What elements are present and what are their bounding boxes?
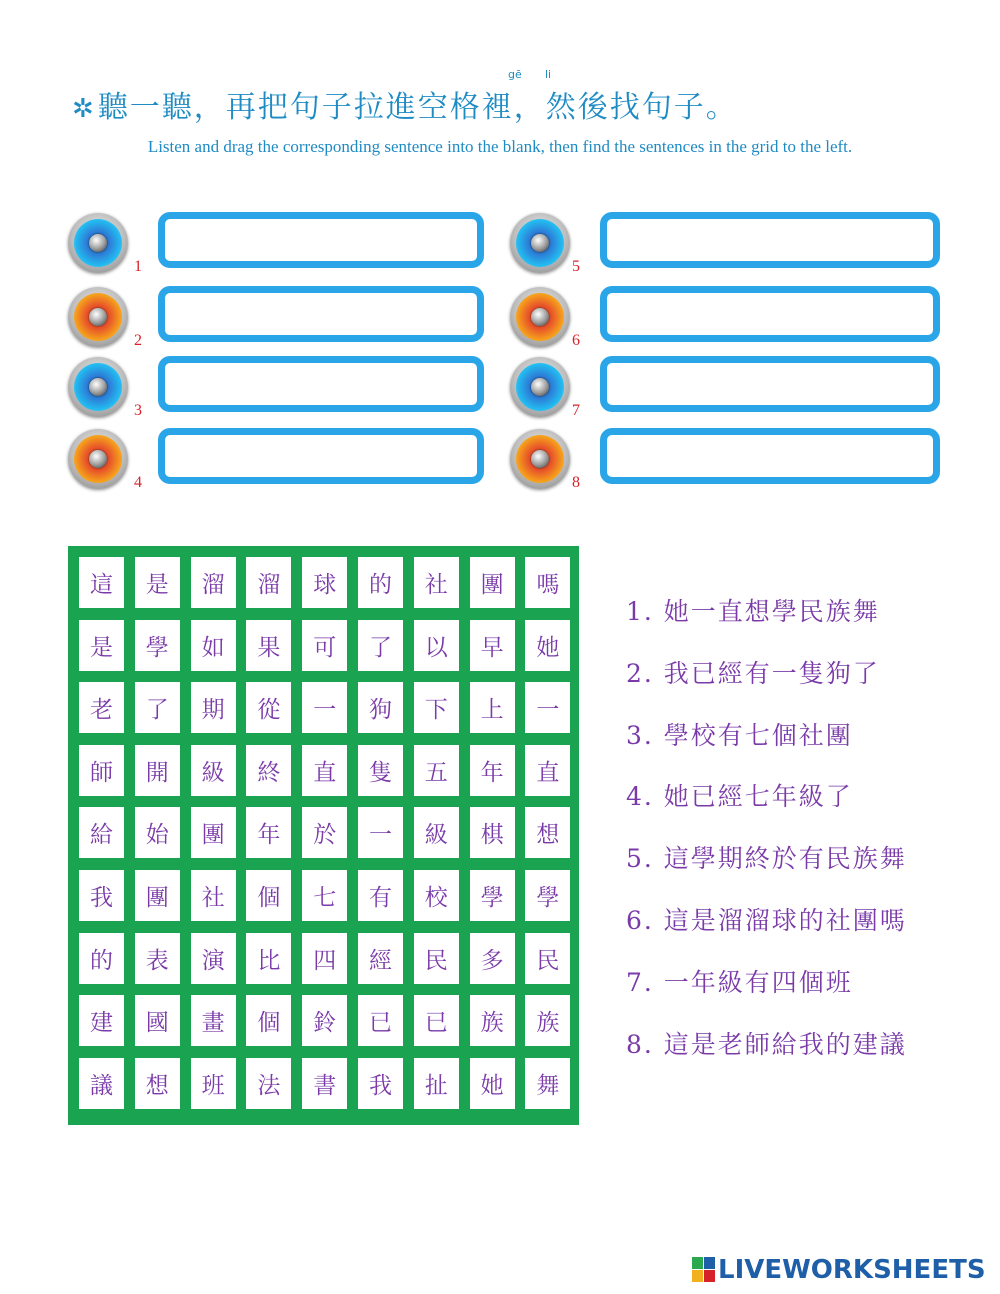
grid-cell[interactable]: 想	[525, 807, 570, 858]
audio-number-1: 1	[134, 258, 142, 275]
sentence-item-6[interactable]: 6. 這是溜溜球的社團嗎	[626, 906, 907, 935]
grid-cell[interactable]: 比	[246, 933, 291, 984]
grid-cell[interactable]: 級	[414, 807, 459, 858]
grid-cell[interactable]: 四	[302, 933, 347, 984]
sentence-item-7[interactable]: 7. 一年級有四個班	[626, 967, 853, 997]
audio-number-8: 8	[572, 474, 580, 491]
grid-cell[interactable]: 民	[525, 933, 570, 984]
grid-cell[interactable]: 的	[79, 933, 124, 984]
audio-number-6: 6	[572, 332, 580, 349]
audio-number-5: 5	[572, 258, 580, 275]
answer-drop-box-6[interactable]	[600, 286, 940, 342]
answer-drop-box-2[interactable]	[158, 286, 484, 342]
grid-cell[interactable]: 直	[302, 745, 347, 796]
grid-cell[interactable]: 嗎	[525, 557, 570, 608]
grid-cell[interactable]: 扯	[414, 1058, 459, 1109]
grid-cell[interactable]: 上	[470, 682, 515, 733]
sentence-item-5[interactable]: 5. 這學期終於有民族舞	[626, 844, 907, 874]
grid-cell[interactable]: 了	[135, 682, 180, 733]
grid-cell[interactable]: 是	[79, 620, 124, 671]
grid-cell[interactable]: 師	[79, 745, 124, 796]
grid-cell[interactable]: 早	[470, 620, 515, 671]
grid-cell[interactable]: 她	[525, 620, 570, 671]
grid-cell[interactable]: 開	[135, 745, 180, 796]
grid-cell[interactable]: 球	[302, 557, 347, 608]
speaker-icon-1[interactable]	[68, 213, 128, 273]
grid-cell[interactable]: 可	[302, 620, 347, 671]
speaker-icon-3[interactable]	[68, 357, 128, 417]
grid-cell[interactable]: 終	[246, 745, 291, 796]
grid-cell[interactable]: 學	[135, 620, 180, 671]
grid-cell[interactable]: 老	[79, 682, 124, 733]
grid-cell[interactable]: 已	[358, 995, 403, 1046]
grid-cell[interactable]: 溜	[246, 557, 291, 608]
grid-cell[interactable]: 族	[525, 995, 570, 1046]
pinyin-ge: gē	[508, 68, 522, 81]
grid-cell[interactable]: 始	[135, 807, 180, 858]
answer-drop-box-8[interactable]	[600, 428, 940, 484]
grid-cell[interactable]: 畫	[191, 995, 236, 1046]
grid-cell[interactable]: 有	[358, 870, 403, 921]
word-search-grid	[68, 546, 579, 1125]
audio-number-7: 7	[572, 402, 580, 419]
grid-cell[interactable]: 給	[79, 807, 124, 858]
grid-cell[interactable]: 建	[79, 995, 124, 1046]
grid-cell[interactable]: 表	[135, 933, 180, 984]
grid-cell[interactable]: 民	[414, 933, 459, 984]
grid-cell[interactable]: 的	[358, 557, 403, 608]
grid-cell[interactable]: 舞	[525, 1058, 570, 1109]
grid-cell[interactable]: 社	[414, 557, 459, 608]
audio-number-4: 4	[134, 474, 142, 491]
grid-cell[interactable]: 了	[358, 620, 403, 671]
grid-cell[interactable]: 果	[246, 620, 291, 671]
grid-cell[interactable]: 團	[135, 870, 180, 921]
grid-cell[interactable]: 狗	[358, 682, 403, 733]
grid-cell[interactable]: 這	[79, 557, 124, 608]
grid-cell[interactable]: 我	[358, 1058, 403, 1109]
speaker-icon-8[interactable]	[510, 429, 570, 489]
grid-cell[interactable]: 她	[470, 1058, 515, 1109]
grid-cell[interactable]: 想	[135, 1058, 180, 1109]
grid-cell[interactable]: 直	[525, 745, 570, 796]
grid-cell[interactable]: 級	[191, 745, 236, 796]
grid-cell[interactable]: 是	[135, 557, 180, 608]
answer-drop-box-1[interactable]	[158, 212, 484, 268]
grid-cell[interactable]: 我	[79, 870, 124, 921]
grid-cell[interactable]: 議	[79, 1058, 124, 1109]
grid-cell[interactable]: 年	[246, 807, 291, 858]
speaker-icon-2[interactable]	[68, 287, 128, 347]
grid-cell[interactable]: 如	[191, 620, 236, 671]
grid-cell[interactable]: 書	[302, 1058, 347, 1109]
answer-drop-box-7[interactable]	[600, 356, 940, 412]
sentence-item-1[interactable]: 1. 她一直想學民族舞	[626, 597, 880, 626]
grid-cell[interactable]: 棋	[470, 807, 515, 858]
grid-cell[interactable]: 溜	[191, 557, 236, 608]
pinyin-li: li	[545, 68, 552, 81]
sentence-item-4[interactable]: 4. 她已經七年級了	[626, 782, 853, 812]
grid-cell[interactable]: 下	[414, 682, 459, 733]
grid-cell[interactable]: 族	[470, 995, 515, 1046]
sentence-item-2[interactable]: 2. 我已經有一隻狗了	[626, 658, 880, 688]
grid-cell[interactable]: 學	[470, 870, 515, 921]
grid-cell[interactable]: 團	[191, 807, 236, 858]
grid-cell[interactable]: 社	[191, 870, 236, 921]
grid-cell[interactable]: 已	[414, 995, 459, 1046]
grid-cell[interactable]: 鈴	[302, 995, 347, 1046]
grid-cell[interactable]: 個	[246, 870, 291, 921]
grid-cell[interactable]: 校	[414, 870, 459, 921]
liveworksheets-logo	[692, 1255, 986, 1285]
grid-cell[interactable]: 多	[470, 933, 515, 984]
grid-cell[interactable]: 於	[302, 807, 347, 858]
grid-cell[interactable]: 個	[246, 995, 291, 1046]
grid-cell[interactable]: 以	[414, 620, 459, 671]
audio-number-2: 2	[134, 332, 142, 349]
instruction-title	[72, 82, 738, 126]
audio-number-3: 3	[134, 402, 142, 419]
flower-star-icon: ✲	[72, 94, 96, 124]
grid-cell[interactable]: 班	[191, 1058, 236, 1109]
grid-cell[interactable]: 演	[191, 933, 236, 984]
speaker-icon-6[interactable]	[510, 287, 570, 347]
grid-cell[interactable]: 五	[414, 745, 459, 796]
instruction-subtitle: Listen and drag the corresponding sentence into the blank, then find the sentences in the grid to the left.	[147, 137, 853, 156]
grid-cell[interactable]: 國	[135, 995, 180, 1046]
grid-cell[interactable]: 一	[302, 682, 347, 733]
grid-cell[interactable]: 年	[470, 745, 515, 796]
speaker-icon-4[interactable]	[68, 429, 128, 489]
speaker-icon-7[interactable]	[510, 357, 570, 417]
grid-cell[interactable]: 法	[246, 1058, 291, 1109]
grid-cell[interactable]: 期	[191, 682, 236, 733]
speaker-icon-5[interactable]	[510, 213, 570, 273]
grid-cell[interactable]: 從	[246, 682, 291, 733]
liveworksheets-logo-icon	[692, 1257, 716, 1283]
answer-drop-box-3[interactable]	[158, 356, 484, 412]
sentence-item-3[interactable]: 3. 學校有七個社團	[626, 720, 853, 750]
sentence-item-8[interactable]: 8. 這是老師給我的建議	[626, 1029, 907, 1059]
answer-drop-box-5[interactable]	[600, 212, 940, 268]
grid-cell[interactable]: 一	[358, 807, 403, 858]
grid-cell[interactable]: 學	[525, 870, 570, 921]
grid-cell[interactable]: 經	[358, 933, 403, 984]
answer-drop-box-4[interactable]	[158, 428, 484, 484]
grid-cell[interactable]: 一	[525, 682, 570, 733]
grid-cell[interactable]: 團	[470, 557, 515, 608]
brand-name: LIVEWORKSHEETS	[718, 1255, 986, 1285]
instruction-text: 聽一聽，再把句子拉進空格裡，然後找句子。	[97, 90, 738, 125]
grid-cell[interactable]: 隻	[358, 745, 403, 796]
grid-cell[interactable]: 七	[302, 870, 347, 921]
